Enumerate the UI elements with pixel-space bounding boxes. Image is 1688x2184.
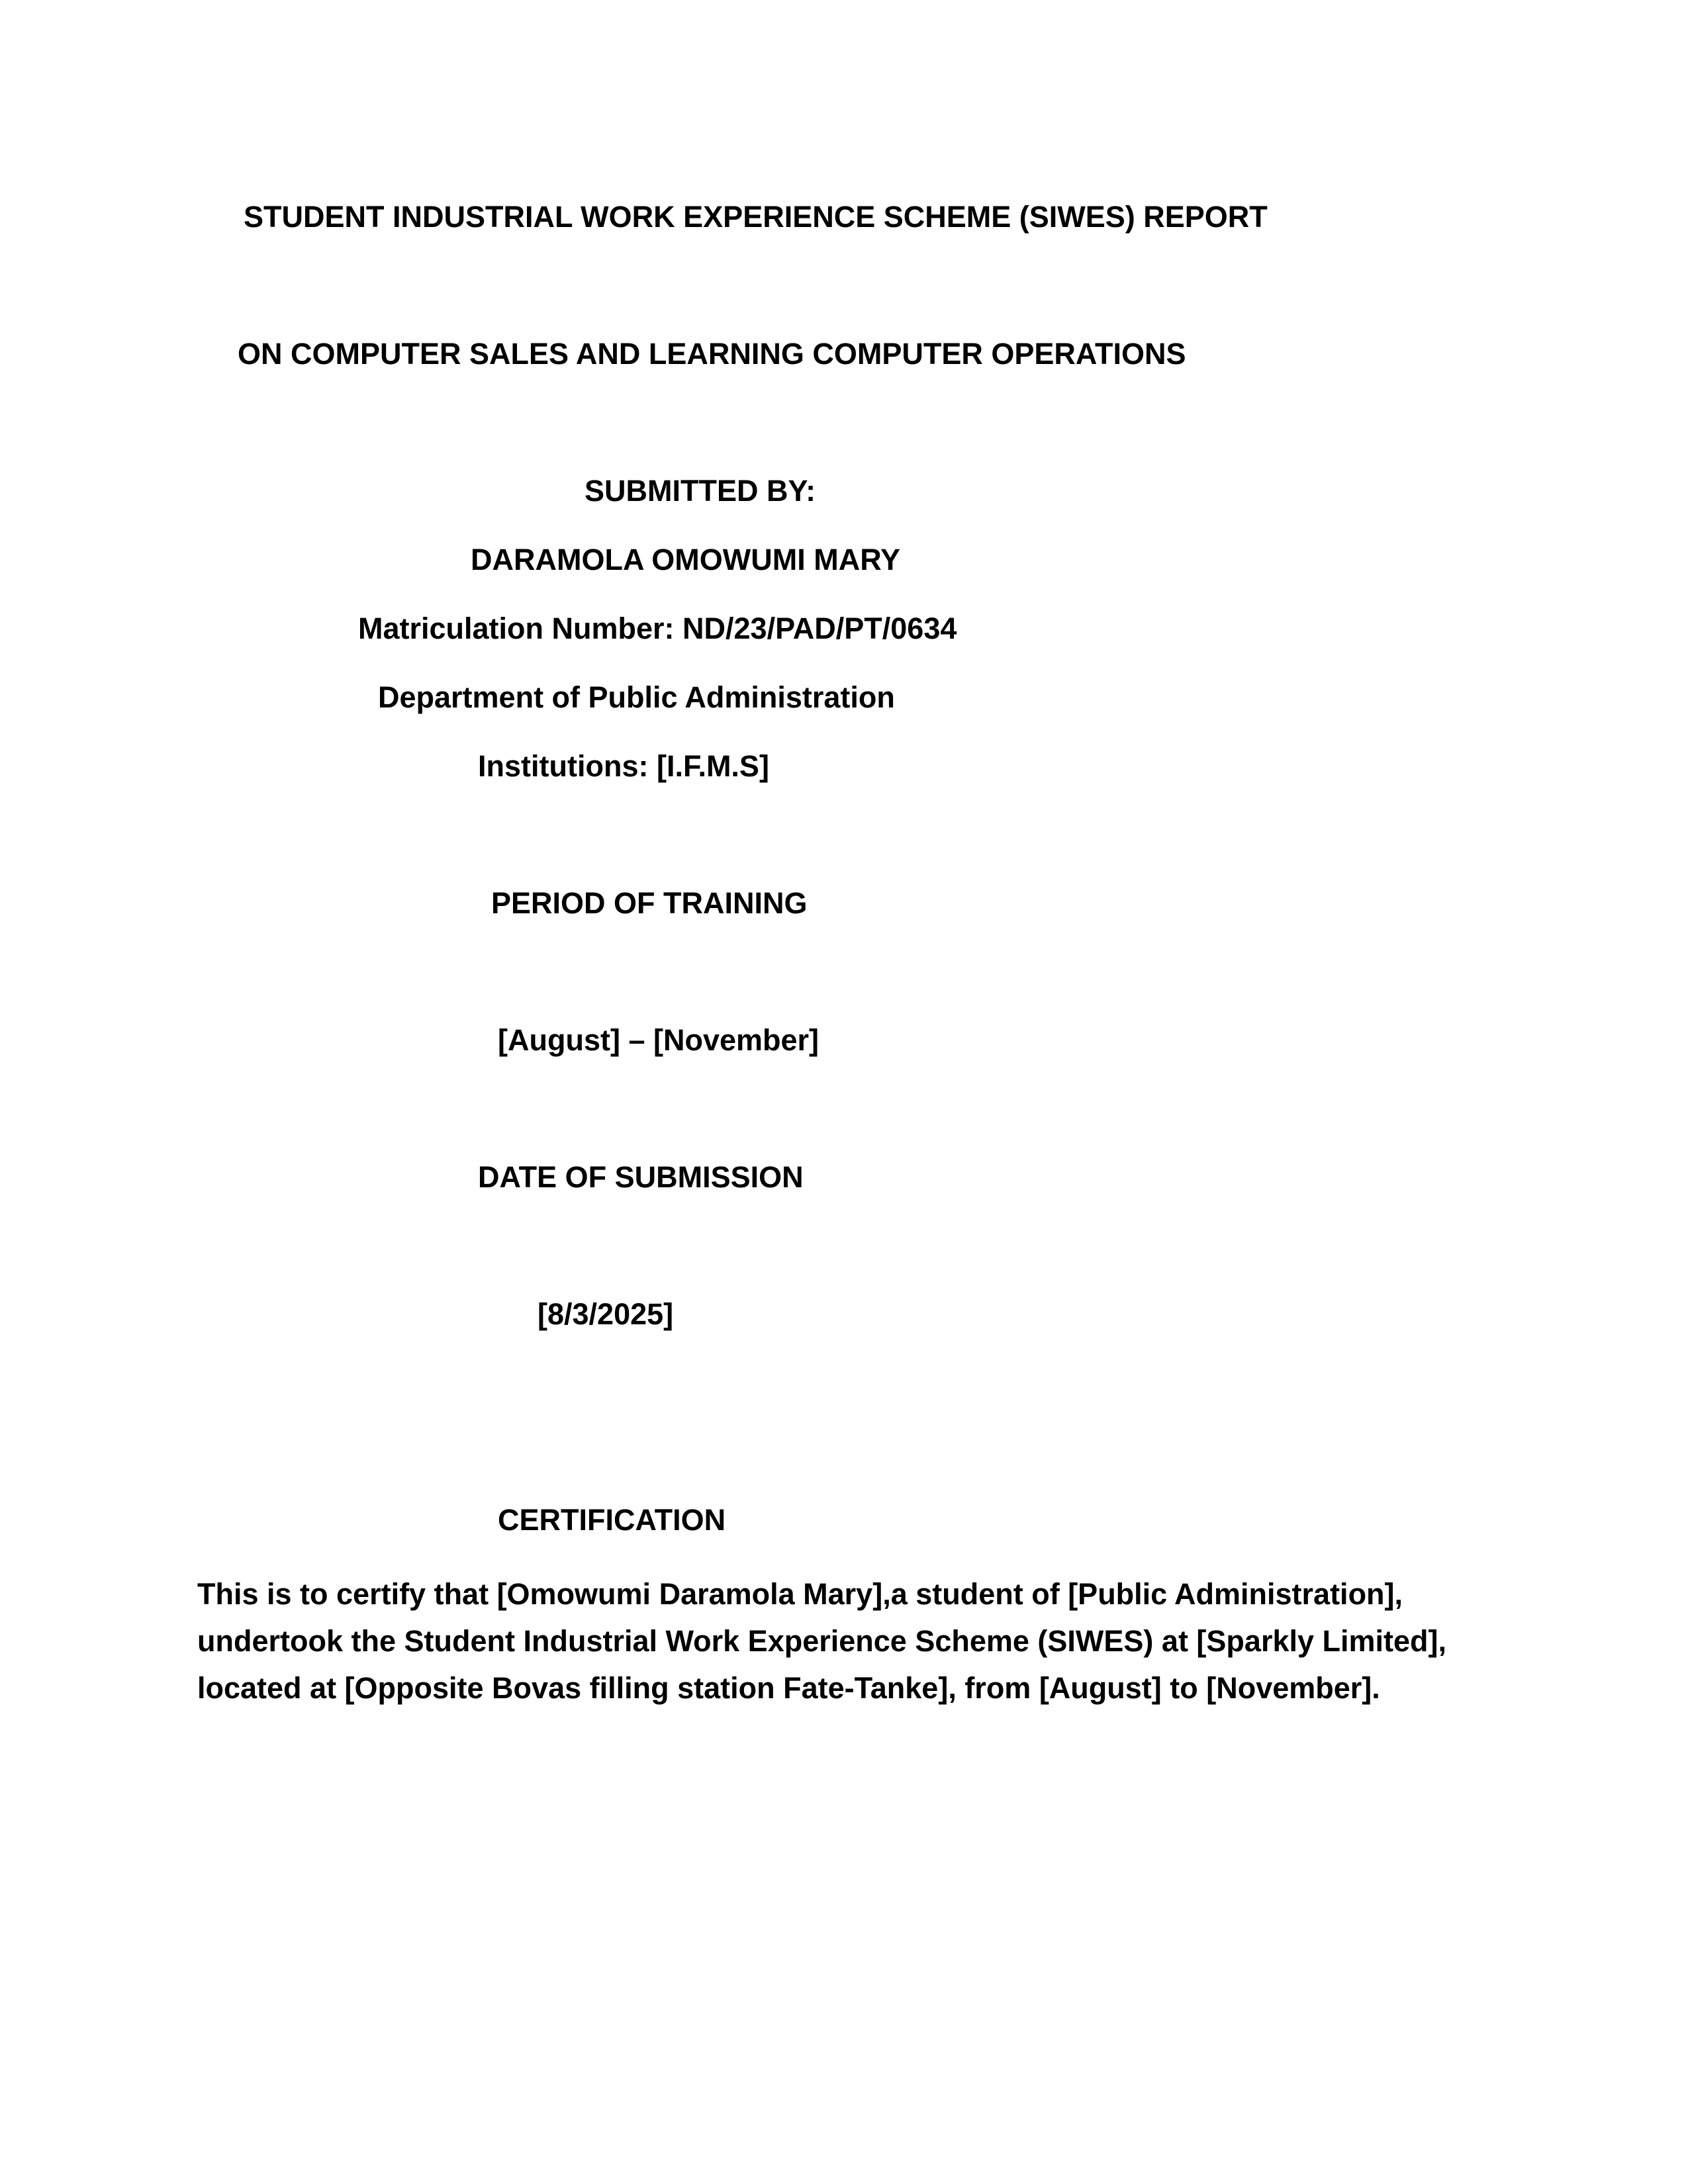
submitted-by-label: SUBMITTED BY:	[585, 474, 816, 508]
certification-heading: CERTIFICATION	[498, 1503, 726, 1537]
report-title: STUDENT INDUSTRIAL WORK EXPERIENCE SCHEME (SIWES) REPORT	[244, 200, 1268, 234]
date-of-submission-value: [8/3/2025]	[538, 1297, 674, 1331]
period-of-training-label: PERIOD OF TRAINING	[491, 886, 808, 920]
period-of-training-value: [August] – [November]	[498, 1023, 820, 1057]
date-of-submission-label: DATE OF SUBMISSION	[478, 1160, 804, 1194]
report-subtitle: ON COMPUTER SALES AND LEARNING COMPUTER OPERATIONS	[238, 337, 1186, 371]
certification-body: This is to certify that [Omowumi Daramola Mary],a student of [Public Administration], undertook the Student Industrial Work Experience Scheme (SIWES) at [Sparkly Limited], located at [Opposite Bovas filling station Fate-Tanke], from [August] to [November].	[197, 1577, 1447, 1705]
department: Department of Public Administration	[378, 680, 895, 714]
institution: Institutions: [I.F.M.S]	[478, 749, 769, 783]
matriculation-number: Matriculation Number: ND/23/PAD/PT/0634	[358, 612, 957, 645]
student-name: DARAMOLA OMOWUMI MARY	[471, 543, 901, 576]
